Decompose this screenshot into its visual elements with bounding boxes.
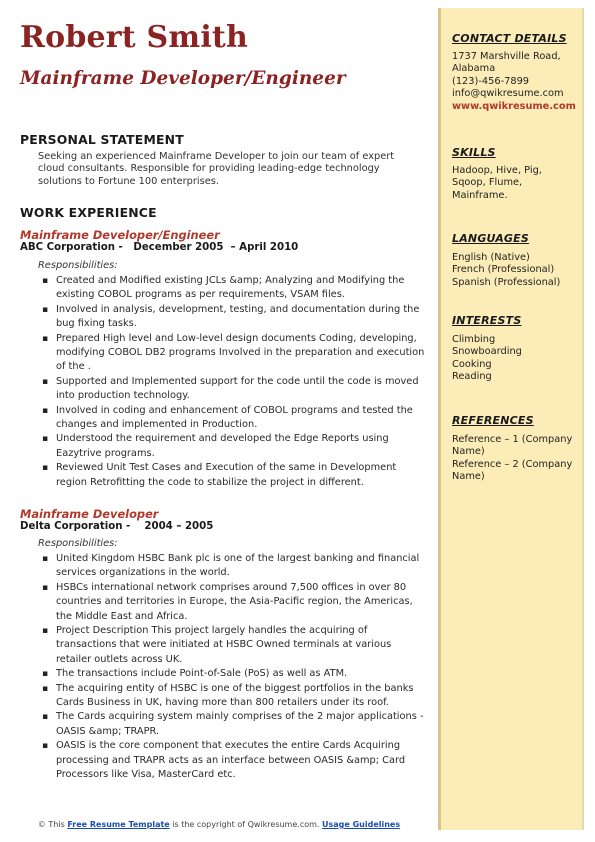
skills-line: Mainframe. <box>452 189 508 201</box>
list-item: ▪ Project Description This project largely handles the acquiring of transactions that were initiated at HSBC Owned terminals at various retailer outlets across UK. <box>40 624 426 667</box>
interest-item: Climbing <box>452 334 496 345</box>
website-link[interactable]: www.qwikresume.com <box>452 100 576 112</box>
candidate-headline: Mainframe Developer/Engineer <box>20 68 346 89</box>
email-address: info@qwikresume.com <box>452 88 564 100</box>
list-item: ▪ United Kingdom HSBC Bank plc is one of the largest banking and financial services organizations in the world. <box>40 552 426 581</box>
skills-line: Hadoop, Hive, Pig, <box>452 165 542 176</box>
reference-item: Reference – 1 (Company <box>452 434 573 445</box>
job-responsibilities-list <box>40 552 426 783</box>
address-state: Alabama <box>452 63 496 75</box>
skills-line: Sqoop, Flume, <box>452 177 523 189</box>
languages-list <box>452 252 582 289</box>
list-item: ▪ Involved in analysis, development, testing, and documentation during the bug fixing tasks. <box>40 303 426 332</box>
usage-guidelines-link[interactable]: Usage Guidelines <box>322 820 401 829</box>
contact-details-heading: CONTACT DETAILS <box>452 32 567 45</box>
sidebar <box>438 8 584 830</box>
job-title: Mainframe Developer <box>20 507 159 521</box>
languages-heading: LANGUAGES <box>452 232 529 245</box>
references-list <box>452 434 582 484</box>
references-heading: REFERENCES <box>452 414 534 427</box>
interest-item: Reading <box>452 371 492 383</box>
list-item: ▪ HSBCs international network comprises around 7,500 offices in over 80 countries and territories in Europe, the Asia-Pacific region, the Americas, the Middle East and Africa. <box>40 581 426 624</box>
list-item: ▪ Prepared High level and Low-level design documents Coding, developing, modifying COBOL DB2 programs Involved in the preparation and execution of the . <box>40 332 426 375</box>
job-responsibilities-list <box>40 274 426 490</box>
footer-text: is the copyright of Qwikresume.com. <box>172 820 320 829</box>
contact-details <box>452 51 582 113</box>
free-resume-template-link[interactable]: Free Resume Template <box>67 820 170 829</box>
footer-text: This <box>48 820 65 829</box>
reference-item: Name) <box>452 471 485 483</box>
list-item: ▪ Created and Modified existing JCLs &amp; Analyzing and Modifying the existing COBOL programs as per requirements, VSAM files. <box>40 274 426 303</box>
interests-list <box>452 334 582 384</box>
list-item: ▪ Supported and Implemented support for the code until the code is moved into production technology. <box>40 375 426 404</box>
list-item: ▪ The transactions include Point-of-Sale (PoS) as well as ATM. <box>40 667 426 681</box>
reference-item: Name) <box>452 446 485 458</box>
list-item: ▪ Understood the requirement and developed the Edge Reports using Eazytrive programs. <box>40 432 426 461</box>
interest-item: Snowboarding <box>452 346 522 358</box>
phone-number: (123)-456-7899 <box>452 75 530 87</box>
responsibilities-label: Responsibilities: <box>38 260 118 271</box>
reference-item: Reference – 2 (Company <box>452 458 573 470</box>
address-line: 1737 Marshville Road, <box>452 51 561 62</box>
language-item: French (Professional) <box>452 264 555 276</box>
job-title: Mainframe Developer/Engineer <box>20 228 220 242</box>
responsibilities-label: Responsibilities: <box>38 538 118 549</box>
job-company-dates: ABC Corporation - December 2005 – April 2010 <box>20 242 299 253</box>
list-item: ▪ The acquiring entity of HSBC is one of the biggest portfolios in the banks Cards Business in UK, having more than 800 retailers under its roof. <box>40 682 426 711</box>
candidate-name: Robert Smith <box>20 20 248 55</box>
skills-list <box>452 165 582 202</box>
personal-statement-text: Seeking an experienced Mainframe Developer to join our team of expert cloud consultants. Responsible for providing leading-edge technology solutions to Fortune 100 enterprises. <box>38 151 395 187</box>
list-item: ▪ OASIS is the core component that executes the entire Cards Acquiring processing and TRAPR acts as an interface between OASIS &amp; Card Processors like Visa, MasterCard etc. <box>40 739 426 782</box>
skills-heading: SKILLS <box>452 146 496 159</box>
interests-heading: INTERESTS <box>452 314 522 327</box>
interest-item: Cooking <box>452 358 492 370</box>
copyright-icon: © <box>37 820 46 829</box>
list-item: ▪ Involved in coding and enhancement of COBOL programs and tested the changes and implemented in Production. <box>40 404 426 433</box>
work-experience-heading: WORK EXPERIENCE <box>20 205 157 220</box>
personal-statement-heading: PERSONAL STATEMENT <box>20 132 184 147</box>
language-item: Spanish (Professional) <box>452 276 561 288</box>
footer <box>0 820 438 829</box>
job-company-dates: Delta Corporation - 2004 – 2005 <box>20 521 214 532</box>
list-item: ▪ The Cards acquiring system mainly comprises of the 2 major applications - OASIS &amp; TRAPR. <box>40 710 426 739</box>
language-item: English (Native) <box>452 252 530 263</box>
list-item: ▪ Reviewed Unit Test Cases and Execution of the same in Development region Retrofitting the code to stabilize the project in different. <box>40 461 426 490</box>
